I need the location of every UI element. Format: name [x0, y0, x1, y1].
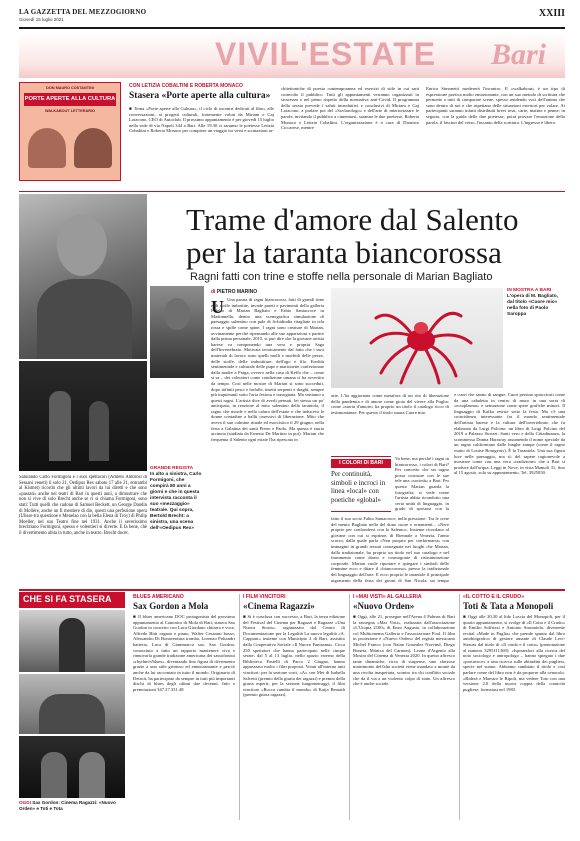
event-2-title: «Cinema Ragazzi» [243, 601, 315, 611]
event-divider-3 [459, 594, 460, 820]
event-4-kicker: «IL COTTO E IL CRUDO» [463, 594, 525, 600]
top-story-headline: Stasera «Porte aperte alla cultura» [129, 91, 271, 101]
drop-cap: U [211, 297, 224, 317]
main-headline-2: per la taranta biancorossa [186, 235, 502, 270]
oedipus-photo [19, 361, 147, 471]
masthead [19, 8, 565, 26]
issue-date: Giovedì 15 luglio 2021 [19, 17, 64, 22]
event-1-kicker: BLUES AMERICANO [133, 594, 184, 600]
oedipus-figure-2 [89, 401, 109, 461]
colori-head: I COLORI DI BARI [331, 459, 391, 468]
event-column-4 [463, 594, 565, 820]
event-2-text: ■ Si è conclusa con successo, a Bari, la terza edizione del Festival del Cinema per Ragazzi e Ragazze «Una Nuova Storia», organizzato dal Centro di Documentazione per la Legalità La nuova legalità «A. Capponi» insieme con Municipio 2 di Bari, assistito dalla Cooperativa Sociale «Il Nuovo Fantasma». Circa 250 spettatori che hanno partecipato nelle cinque serate, dal 5 al 13 luglio, nello spazio esterno della Biblioteca Pastelli di Parco 2 Giugno, hanno apprezzato molto i film proposti. Votati all'interno tutti vincitori: per la sezione corti, «A» con Mei di Isabella Salvetti (premio della giuria dei ragazzi) e premio della giuria esperti; per la sezione lungometraggi, il film vincitore «Rocca cambia il mondo» di Katja Benrath (premio giuria ragazzi). [243, 614, 345, 698]
left-caption [150, 466, 204, 566]
top-story-col1: ■ Torna «Porte aperte alla Cultura», il ciclo di incontri dedicati al libro, alle conversazioni, ai progetti culturali, fortemente voluti da Miriam e Gaj Loiacono, CEO di Autoclub. Il prossimo appuntamento è per giovedì 15 luglio nella sede di via Napoli 344 a Bari. Alle 19.30 ci saranno le poetesse Letizia Cobaltini e Roberta Monaco per compiere un viaggio tra versi e scrutazioni ar- [129, 106, 274, 134]
oedipus-figure-1 [49, 391, 71, 461]
main-author-line [211, 289, 257, 295]
formigoni-photo [19, 194, 147, 359]
events-section-title: CHE SI FA STASERA [23, 594, 112, 604]
event-3-kicker: I «MAI VISTI» AL GALLERIA [353, 594, 422, 600]
poster-photo-2 [74, 128, 112, 168]
main-subhead: Ragni fatti con trine e stoffe nella personale di Marian Bagliato [190, 271, 493, 283]
poster-title: PORTE APERTE ALLA CULTURA [24, 93, 116, 106]
masthead-rule [19, 27, 565, 29]
author-marker: di [211, 289, 216, 295]
events-section-head [19, 592, 125, 608]
colori-text: Per continuità, simboli e incroci in linea «local» con poetiche «global» [331, 470, 386, 504]
event-1-title: Sax Gordon a Mola [133, 601, 209, 611]
main-author: PIETRO MARINO [216, 289, 258, 295]
top-story-rule [19, 191, 565, 192]
events-caption-kicker: OGGI [19, 800, 31, 805]
main-headline-1: Trame d'amore dal Salento [186, 202, 519, 237]
formigoni-body [37, 279, 132, 359]
event-1-text: ■ Il blues americano DOC protagonista del prossimo appuntamento al Canonico di Mola di Bari; stasera Sax Gordon in concerto con Luca Giordano chitarra e voce, Alfredo Bitti organo e piano, Walter Cesarani basso, Alessandro Di Bonaventura tromba, Lorenzo Poliandri batteria, Luca di Giammarco sax. Sax Gordon, conosciuto a tutto un rapporto mantenere viva e rinnovarla grande tradizione americana dei sassofonisti «rhythm'n'blues», diventando fino figura di riferimento grazie a uno stile grintoso ed entusiasmante e perciò anche da lui raccontato in tutto il mondo. Originario di Detroit, ha partecipato da sempre in tutti più importanti dischi di blues degli ultimi due decenni. Info e prenotazioni 347.27.331.48 [133, 614, 235, 692]
event-photo-2 [19, 674, 125, 734]
left-caption-body: In alto a sinistra, Carlo Formigoni, che compirà 80 anni a giorni e che in questa intervista racconta il suo «mezzaggio» teatrale. Qui sopra, Bertold Brecht: a sinistra, una scena dell'«Oedipus Rex» [150, 472, 202, 531]
poster-photo-1 [28, 128, 66, 168]
brecht-photo [150, 286, 204, 378]
events-rule [19, 589, 565, 591]
main-col3: Va bene, ma perché i ragni in biancorosso, i colori di Bari? Per concetto che un ragno possa costruire con le sue tele una «società» a Bari. Per questo Marian guarda la fotografia; si vede come l'artista abbia ricondotto una certa unità di linguaggio, in grado di sposarsi con la [395, 456, 449, 512]
event-photo-3 [19, 736, 125, 798]
event-column-2 [243, 594, 345, 820]
event-3-text: ■ Oggi, alle 21, prosegue nell'Arena 4 Palmas di Bari la rassegna «Mai Visti», realizzata dall'associazione «L'Utopia 2100» di Enzo Augusto, in collaborazione col Multicinema Galleria e l'associazione Pool. Il film in proiezione è «Nuevo Orden» del regista messicano Michel Franco (con Naian González Norvind, Diego Boneta, Mónica del Carmen), Leone d'Argento alla Mostra del Cinema di Venezia 2020. In questo affresco tante dinamiche, ricco di suspense, uno sfarzoso matrimonio dell'alta società viene mandato a monte da una rivolta inaspettata, scontro tra chi conflitto sociale che da il via a un violento colpo di stato. Un affresco che è anche sociale. [353, 614, 455, 687]
right-caption-head: IN MOSTRA A BARI [507, 288, 552, 293]
spider-art-photo [331, 288, 503, 388]
main-col4: e cuori che sanno di sangue. Cuori persino spiaccicati come da una cabaletta in centro di muro in una sorta di «ectoplasma» e sensazione come spere grafiche minori. Il linguaggio di Kafka resiste sotto la festa. Ma c'è una coincidenza interessante fra il mondo sentimentale dell'artista barese e la cultura dell'invertebrato che fu elaborata da Luigi Polcino: un libro di Luigi Polcino del 2019 a Palazzo Strozzi. Santi vero e della Cittadinanza, la scommessa Donna Haraway assumendo il nome speciale da un ragno californiano dalle lunghe zampe (come il ragno esatto di Louise Bourgeois). È la Tarantola. Una sua figura luce nelle paesaggio, ma sì: del sapere ragionevole a mostrare come con una vera «tradizione» che a Bari si produce dall'acqua. Leggi in Nove, in vista Mamoli 31, fino al 15 agosto, solo su appuntamento, Tel. 3925050. [454, 392, 565, 476]
poster-image [19, 82, 121, 181]
event-column-1 [133, 594, 235, 820]
spider-icon [331, 288, 503, 388]
page-number: XXIII [538, 8, 565, 19]
top-story-col3: Enrica Simonetti modererà l'incontro. Il «walkabout» è un tipo di espressione poetica molto emozionante, con un suo metodo di scrittura che permette a tutti di comparare scene, spesso rendendo voci dell'anima che sono dentro di noi e che aspettano delle situazioni esteriori per volare. Ai partecipanti saranno infatti distribuiti brevi testi, carte, mattite e penne; in seguito, con la guida delle due poetesse, potrà provare l'emozione della parola, il fascino del verso, l'incanto della scrittura. L'ingresso è libero. [426, 86, 565, 125]
banner-title: VIVIL'ESTATE [215, 36, 437, 72]
main-kicker-line [155, 194, 565, 202]
main-col2: arte. L'ha aggiornata come metafora di un rito di liberazione della pandemia e di amore come gioia del vivere alla Puglia: come «storia d'amore» ha proprio un titolo il catalogo ricco di testimonianze. Per questo il titolo suona Cuore mio. [331, 393, 449, 415]
events-photo-caption [19, 800, 125, 814]
top-story-col2: chitettoniche di poesia contemporanea ed esercizi di stile in cui sarà coinvolto il pubblico. Tutti gli appuntamenti verranno organizzati in sicurezza e nel pieno rispetto della normativa anti-Covid. Il programma della serata prevede i saluti introduttivi e conclusivi di Miriam e Gaj Loiacono; a parlare poi del «Sovlarologo» e dell'arte di interiorizzare le parole, invitando il pubblico a cimentarsi, saranno le due poetesse, Roberta Monaco e Letizia Cobaltini. L'organizzazione è a cura di Dionisio Ciccarese, mentre [281, 86, 419, 131]
event-divider-2 [349, 594, 350, 820]
event-column-3 [353, 594, 455, 820]
right-caption-body: L'opera di M. Bagliato, dal titolo «Cuore mio» nella foto di Paolo Saroppa [507, 294, 558, 317]
event-photo-1 [19, 610, 125, 672]
left-caption-head: GRANDE REGISTA [150, 466, 194, 471]
event-3-title: «Nuovo Orden» [353, 601, 415, 611]
brecht-head [164, 298, 190, 330]
event-4-title: Toti & Tata a Monopoli [463, 601, 554, 611]
events-caption-text: Sax Gordon: Cinema Ragazzi: «Nuovo Orden» e Toti e Tota [19, 800, 116, 811]
right-caption [507, 288, 565, 384]
colori-box [331, 456, 391, 512]
main-col2b: fatto il suo socio Fabio Santacroce, nella pressione. Tra le crete del mento Bagliato nella del dono cuore e ornamenti... «Nere proprie per confondersi con la Salento». Insieme ricordano al giovane con cui si esprime, di Biennale a Venezia, l'anno scorso, dalla quale parla «Non proprio per conformarsi» con immagini in grandi tessuti consegnate nei luoghi che Marian, dalla tradizionale, ha proprio un titolo nel suo catalogo e nel frammento come diario e cosmogonie di ristrutturazione corporale. Marian vuole riportare e spiegare i simboli delle femmine ecco e ditare il «biancorosso» presso la tradizionale del linguaggio dell'arte. E ecco proprio le tarantole il principale argomento della festa dei giorni di San Nicola, un tempo [331, 516, 449, 583]
event-4-text: ■ Oggi alle 20,30 al lido Loscia del Monopoli, per il quarto appuntamento, si svolge di «Il Cotto e il Crudo» di Emilio Solfrizzi e Antonio Stornaiolo, divertente recital «Made in Puglia» che prende spunto dal libro autobiografico di gestore amante di Claude Levi-Strauss dal titolo di «Il crudo e il cotto» (prenotazione al numero 3295111369). «Ispirandoci alla ricerca del noto sociologo e antropologo – hanno spiegato i due «portavoce» a una ricerca sulle abitudini dei pugliesi, specie nel sonno. Abbiamo cambiato il titolo e così parlare come del libro non è da proporre alla cenacolo. «Riderà e Maestro le Ripoli, ma vedere Toto con una versione 2.0 della nuova coppia della comicità pugliese, formatasi nel 1983. [463, 614, 565, 692]
saxophonist-figure [59, 618, 85, 672]
top-story-byline: CON LETIZIA COBALTINI E ROBERTA MONACO [129, 83, 243, 89]
side-story: Salutando Carlo Formigoni e i suoi spettacoli (Amleto Ambrosi di Sessani veneti) il solo 21, Oedipus Rex sabato 17 alle 21, entrambi al Kismet) ricordo che gli ultimi lavori da lui diretti e che sono «passati» anche nei teatri di Bari in questi anni, a dimostrare che non si vive di solo Brecht anche se ci si chiama Formigoni, sono stati: Tutti quelli che cadono di Samuel Beckett, un George Dandin di Molière, anche un Il mestiere di dio, questi una perfezione opera (Ulisse-tra questione e Menelao con la bella Elena di Troy) di Philip Moeller, nel suo Teatro fine nel 1931. Anche il severissimo brechtiano Formigoni, spesso e volentieri si diverte. E fa bene, chè il divertimento abita in tutto, anche in teatro. Brecht docet. [19, 475, 147, 536]
poster-sub: WALKABOUT LETTERARIO [45, 109, 95, 113]
comedian-figure-1 [41, 752, 67, 798]
wedding-figures [39, 694, 105, 734]
main-col1: Una parata di ragni biancorossi, fatti di grandi trine e di stoffe imbottite, invade pareti e pavimenti della galleria Fidelio di Marian Bagliato e Fabio Santacroce in Madonnella, dentro una scenografica simulazione di paesaggio salentino con pale di fichidindia ritagliate in tela rossa e spille come spine. I ragni sono creature di Marian, avvinamente perché ripensando alle sue apparizioni e partire dalla prima personale, 2015, si può dire che la giovane artista barese va componendo una vera e propria Saga dell'Invertebrato. Motivata tecnicamente dal fatto che i suoi materiali di lavoro sono quelli molli e morbidi delle pezze, delle stoffe, delle imbottiture, dell'ago e filo. Eredità sentimentale e culturale delle pupe e marionette confezionate dalla madre a Praga, ovvero nella casa di Keffa che – come si sa – dei coleotteri come condizione umana ci ha avvertito da tempo. Così nelle mostre di Marian si sono succeduti, dopo infiniti pesci e farfalle, insetti serpenti e draghi, sempre più inquietanti sotto l'aria festosa e trasognata. Ma veniamo a questi ragni. L'artista dice di averli pensati, lei stessa un po' anticipato, in reazione al mito salentino della tarantola, il ragno che morde e nella calura dell'estate e che induceva le donne contadine a ballii ossessivi di liberazione. Mito che aveva il suo culmine rituale ed esorcistico il 29 giugno, nella festa a Galatina dei santi Pietro e Paolo. Ma questa è storia arcinota (studiata da Ernesto De Martino in poi). Marian che frequenta il Salento ogni estate l'ha ripescata in [211, 297, 324, 442]
banner-city: Bari [491, 38, 547, 71]
top-story [19, 80, 565, 190]
paper-name: LA GAZZETTA DEL MEZZOGIORNO [19, 8, 147, 16]
comedian-figure-2 [79, 752, 105, 798]
banner [19, 32, 565, 78]
event-2-kicker: I FILM VINCITORI [243, 594, 286, 600]
poster-top: DON MAURO COSTANTINI [46, 86, 94, 90]
event-divider-1 [239, 594, 240, 820]
formigoni-head [57, 214, 107, 276]
